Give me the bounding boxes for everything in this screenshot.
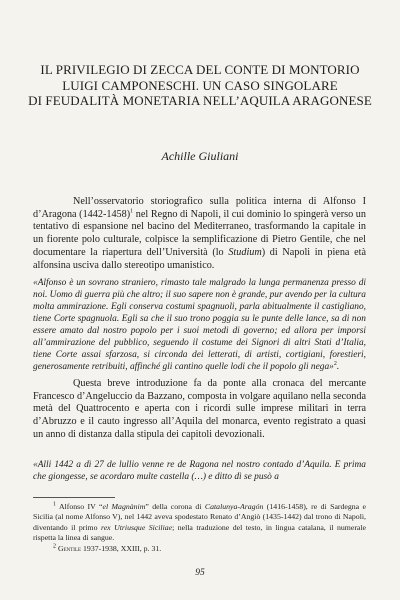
fn1-rex: rex Utriusque Siciliae (100, 522, 173, 532)
title-line-2: LUIGI CAMPONESCHI. UN CASO SINGOLARE (62, 77, 338, 93)
footnote-1-number: 1 (53, 501, 56, 508)
footnote-ref-2[interactable]: 2 (333, 361, 337, 368)
quote-1-text: «Alfonso è un sovrano straniero, rimasto tale malgrado la lunga permanenza presso di noi. Uomo di guerra più che altro; il suo sapere non è grande, pur avendo per la cultura molta ammirazione. Egli conserva costumi spagnuoli, parla abitualmente il castigliano, tiene Corte spagnuola. Egli sa che il suo trono poggia su le punte delle lance, sa di non essere amato dal nostro popolo per i suoi metodi di governo; ed allora per imporsi all’ammirazione del pubblico, seguendo il costume dei Signori di altri Stati d’Italia, tiene Corte assai sfarzosa, si circonda dei letterati, di artisti, cortigiani, forestieri, generosamente retribuiti, affinché gli cantino quelle lodi che il popolo gli nega» (33, 278, 366, 373)
footnote-2 (33, 544, 366, 555)
fn1-magnanim: el Magnànim (102, 502, 146, 511)
footnote-divider (33, 497, 115, 498)
block-quote-2: «Alli 1442 a dì 27 de lullio venne re de Ragona nel nostro contado d’Aquila. E prima che giongesse, se acordaro multe castella (…) e ditto dì se pusò a (33, 460, 366, 483)
fn2-author: Gentile (57, 544, 82, 553)
footnote-2-number: 2 (53, 543, 56, 550)
footnote-1 (33, 502, 366, 544)
quote-1-end: . (336, 362, 340, 373)
p1-text-c: ) di Napoli in piena età alfonsina usciva dallo stereotipo umanistico. (33, 246, 366, 271)
p1-text-b: nel Regno di Napoli, il cui dominio lo spingerà verso un tentativo di espansione nel bacino del Mediterraneo, trasformando la capitale in un fiorente polo culturale, colpisce la semplificazione di Pietro Gentile, che nel documentare la riapertura dell’Università (lo (33, 208, 366, 258)
p1-text-a: Nell’osservatorio storiografico sulla politica interna di Alfonso I d’Aragona (1442-1458) (33, 196, 366, 220)
body-paragraph-1 (33, 196, 366, 272)
fn2-text: 1937-1938, XXIII, p. 31. (81, 544, 162, 553)
fn1-text-c: (1416-1458), re di Sardegna e Sicilia (al nome Alfonso V), nel 1442 aveva spodestato Renato d’Angiò (1435-1442) dal trono di Napoli, diventando il primo (33, 502, 366, 532)
fn1-text-d: ; nella traduzione del testo, in lingua catalana, il numerale rispetta la linea di sangue. (33, 522, 367, 543)
body-paragraph-2: Questa breve introduzione fa da ponte alla cronaca del mercante Francesco d’Angeluccio da Bazzano, composta in volgare aquilano nella seconda metà del Quattrocento e aperta con i ricordi sulle imprese militari in terra d’Abruzzo e il cauto ingresso all’Aquila del monarca, evento registrato a quasi un anno di distanza dalla stipula dei capitoli devozionali. (33, 378, 366, 440)
fn1-catalunya: Catalunya-Aragón (204, 502, 264, 511)
p1-studium: Studium (228, 246, 262, 258)
title-line-3: DI FEUDALITÀ MONETARIA NELL’AQUILA ARAGONESE (28, 93, 372, 108)
article-title (22, 62, 378, 109)
title-line-1: IL PRIVILEGIO DI ZECCA DEL CONTE DI MONTORIO (40, 62, 360, 77)
footnote-ref-1[interactable]: 1 (130, 208, 134, 215)
page-number: 95 (195, 568, 205, 578)
fn1-text-a: Alfonso IV “ (56, 502, 103, 511)
fn1-text-b: ” della corona di (145, 502, 205, 511)
block-quote-1 (33, 277, 366, 377)
author-name: Achille Giuliani (161, 149, 239, 163)
